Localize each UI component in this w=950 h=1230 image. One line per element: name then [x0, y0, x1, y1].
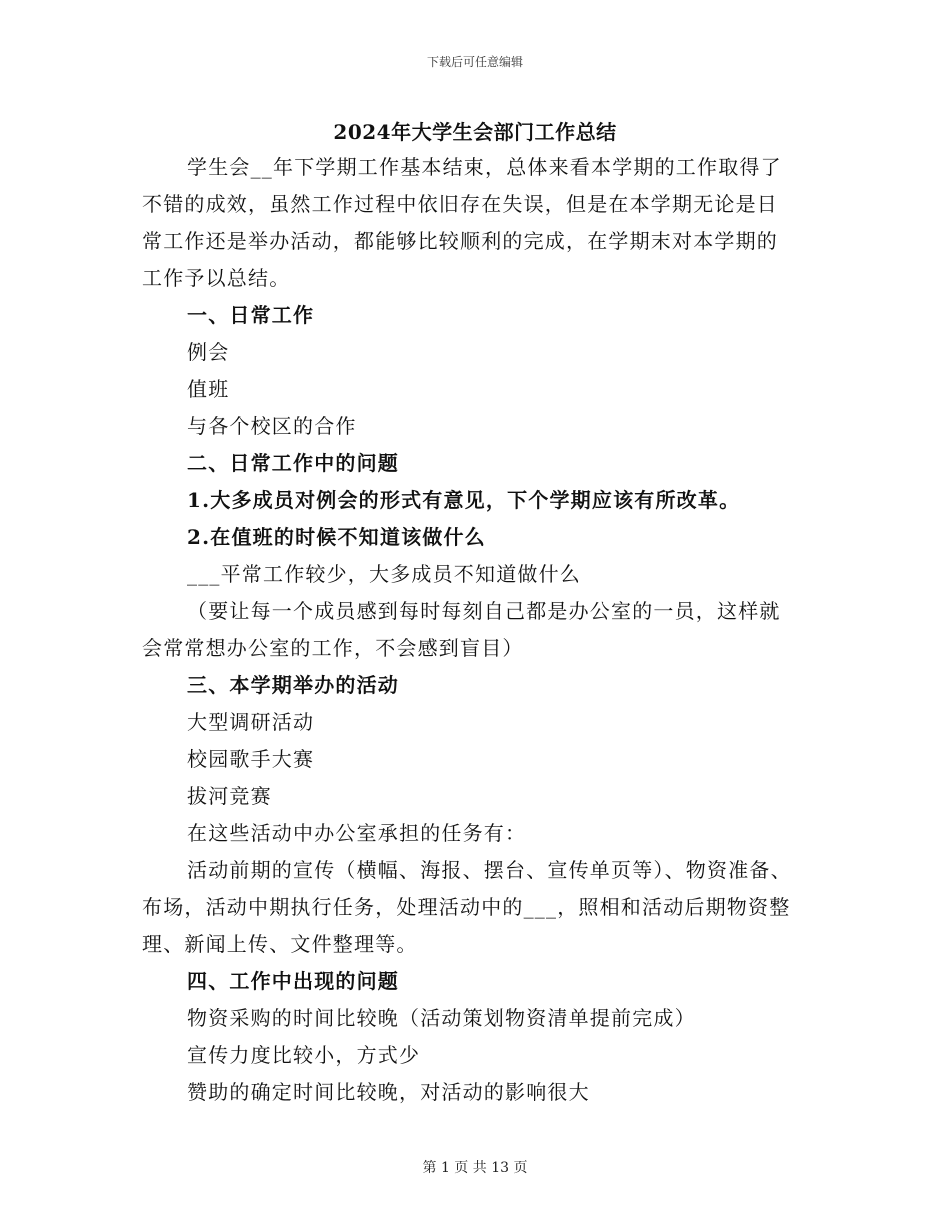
problem-note-line: 会常常想办公室的工作，不会感到盲目） [142, 636, 524, 660]
page-number-footer: 第 1 页 共 13 页 [422, 1160, 528, 1176]
list-item: 值班 [187, 377, 230, 401]
section-heading-daily-problems: 二、日常工作中的问题 [187, 451, 399, 475]
section-heading-daily-work: 一、日常工作 [187, 303, 315, 327]
list-item: 物资采购的时间比较晚（活动策划物资清单提前完成） [187, 1006, 696, 1030]
intro-line: 不错的成效，虽然工作过程中依旧存在失误，但是在本学期无论是日 [142, 192, 778, 216]
list-item: 大型调研活动 [187, 710, 315, 734]
section-heading-work-problems: 四、工作中出现的问题 [187, 969, 399, 993]
list-item: 拔河竞赛 [187, 784, 272, 808]
list-item: 校园歌手大赛 [187, 747, 315, 771]
list-item: 与各个校区的合作 [187, 414, 357, 438]
tasks-line: 活动前期的宣传（横幅、海报、摆台、宣传单页等）、物资准备、 [187, 858, 792, 882]
list-item: 赞助的确定时间比较晚，对活动的影响很大 [187, 1080, 590, 1104]
tasks-intro: 在这些活动中办公室承担的任务有： [187, 821, 527, 845]
problem-detail: ___平常工作较少，大多成员不知道做什么 [187, 562, 581, 586]
tasks-line: 布场，活动中期执行任务，处理活动中的___，照相和活动后期物资整 [142, 895, 791, 919]
problem-note-line: （要让每一个成员感到每时每刻自己都是办公室的一员，这样就 [187, 599, 781, 623]
intro-line: 学生会__年下学期工作基本结束，总体来看本学期的工作取得了 [187, 155, 782, 179]
list-item: 例会 [187, 340, 230, 364]
page-header-note: 下载后可任意编辑 [426, 55, 523, 69]
intro-line: 常工作还是举办活动，都能够比较顺利的完成，在学期末对本学期的 [142, 229, 778, 253]
document-title: 2024年大学生会部门工作总结 [333, 120, 617, 144]
intro-line: 工作予以总结。 [142, 266, 291, 290]
tasks-line: 理、新闻上传、文件整理等。 [142, 932, 418, 956]
section-heading-activities: 三、本学期举办的活动 [187, 673, 399, 697]
list-item: 宣传力度比较小，方式少 [187, 1043, 421, 1067]
problem-point-2: 2.在值班的时候不知道该做什么 [187, 525, 486, 549]
problem-point-1: 1.大多成员对例会的形式有意见，下个学期应该有所改革。 [187, 488, 741, 512]
